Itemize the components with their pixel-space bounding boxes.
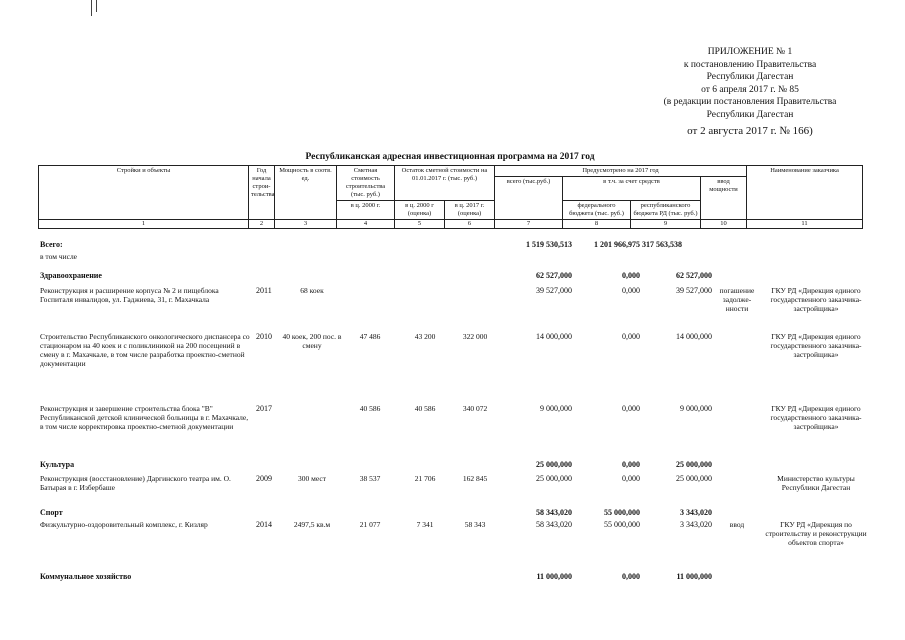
document-title: Республиканская адресная инвестиционная программа на 2017 год xyxy=(305,152,595,162)
object-name: Физкультурно-оздоровительный комплекс, г. Кизляр xyxy=(40,520,208,529)
object-year: 2010 xyxy=(256,332,272,341)
object-total: 39 527,000 xyxy=(536,286,572,295)
section-republic: 25 000,000 xyxy=(676,460,712,469)
totals-total: 1 519 530,513 xyxy=(526,240,572,249)
object-rem-2017: 322 000 xyxy=(462,332,488,341)
object-customer: ГКУ РД «Дирекция единого государственного заказчика-застройщика» xyxy=(770,404,862,431)
section-federal: 0,000 xyxy=(622,460,640,469)
section-republic: 3 343,020 xyxy=(680,508,712,517)
header-total: всего (тыс.руб.) xyxy=(495,177,563,220)
section-label: Спорт xyxy=(40,508,63,517)
section-label: Коммунальное хозяйство xyxy=(40,572,132,581)
totals-republic: 317 563,538 xyxy=(642,240,682,249)
object-republic: 3 343,020 xyxy=(680,520,712,529)
section-republic: 11 000,000 xyxy=(676,572,712,581)
object-republic: 25 000,000 xyxy=(676,474,712,483)
object-federal: 0,000 xyxy=(622,286,640,295)
totals-label: Всего: xyxy=(40,240,63,249)
header-cost: Сметная стоимость строительства (тыс. руб.) xyxy=(337,166,395,201)
object-power: 300 мест xyxy=(298,474,326,483)
section-total: 58 343,020 xyxy=(536,508,572,517)
object-federal: 0,000 xyxy=(622,332,640,341)
column-number: 11 xyxy=(747,220,863,229)
column-number: 10 xyxy=(701,220,747,229)
column-number: 4 xyxy=(337,220,395,229)
object-total: 58 343,020 xyxy=(536,520,572,529)
object-republic: 39 527,000 xyxy=(676,286,712,295)
column-number: 2 xyxy=(249,220,275,229)
object-year: 2014 xyxy=(256,520,272,529)
annex-line: ПРИЛОЖЕНИЕ № 1 xyxy=(707,47,793,57)
annex-line: от 2 августа 2017 г. № 166) xyxy=(687,124,813,137)
object-rem-2017: 162 845 xyxy=(462,474,488,483)
object-customer: ГКУ РД «Дирекция по строительству и реконструкции объектов спорта» xyxy=(765,520,867,547)
section-label: Культура xyxy=(40,460,75,469)
column-number: 8 xyxy=(563,220,631,229)
object-power: 68 коек xyxy=(300,286,324,295)
object-customer: Министерство культуры Республики Дагестан xyxy=(777,474,855,492)
totals-federal: 1 201 966,975 xyxy=(594,240,640,249)
object-name: Реконструкция (восстановление) Даргинского театра им. О. Батырая в г. Избербаше xyxy=(40,474,231,492)
object-republic: 9 000,000 xyxy=(680,404,712,413)
object-rem-2000: 43 200 xyxy=(414,332,436,341)
object-power: 2497,5 кв.м xyxy=(293,520,331,529)
object-total: 25 000,000 xyxy=(536,474,572,483)
object-rem-2000: 7 341 xyxy=(416,520,434,529)
section-total: 11 000,000 xyxy=(536,572,572,581)
scan-mark xyxy=(96,0,97,12)
object-federal: 0,000 xyxy=(622,404,640,413)
column-number: 5 xyxy=(395,220,445,229)
object-customer: ГКУ РД «Дирекция единого государственного заказчика-застройщика» xyxy=(770,332,862,359)
object-rem-2000: 40 586 xyxy=(414,404,436,413)
object-federal: 0,000 xyxy=(622,474,640,483)
object-year: 2011 xyxy=(256,286,272,295)
header-rem-2017: в ц. 2017 г. (оценка) xyxy=(445,201,495,220)
object-rem-2017: 58 343 xyxy=(464,520,486,529)
object-cost: 21 077 xyxy=(359,520,381,529)
object-rem-2000: 21 706 xyxy=(414,474,436,483)
annex-line: от 6 апреля 2017 г. № 85 xyxy=(701,84,799,95)
section-federal: 55 000,000 xyxy=(604,508,640,517)
header-cost-prices: в ц. 2000 г. xyxy=(337,201,395,220)
object-rem-2017: 340 072 xyxy=(462,404,488,413)
object-name: Реконструкция и завершение строительства блока "В" Республиканской детской клинической больницы в г. Махачкале, в том числе корректировка проектно-сметной документации xyxy=(40,404,249,431)
annex-line: (в редакции постановления Правительства xyxy=(663,97,837,108)
header-customer: Наименование заказчика xyxy=(747,166,863,220)
header-objects: Стройки и объекты xyxy=(39,166,249,220)
annex-line: Республики Дагестан xyxy=(706,72,794,83)
object-intro: погашение задолже-нности xyxy=(719,286,755,313)
object-cost: 47 486 xyxy=(359,332,381,341)
header-remaining: Остаток сметной стоимости на 01.01.2017 г. (тыс. руб.) xyxy=(395,166,495,201)
column-number: 7 xyxy=(495,220,563,229)
column-number: 6 xyxy=(445,220,495,229)
object-year: 2017 xyxy=(256,404,272,413)
object-intro: ввод xyxy=(729,520,745,529)
header-federal: федерального бюджета (тыс. руб.) xyxy=(563,201,631,220)
column-number: 1 xyxy=(39,220,249,229)
column-number: 3 xyxy=(275,220,337,229)
header-provided: Предусмотрено на 2017 год xyxy=(495,166,747,177)
annex-line: к постановлению Правительства xyxy=(683,59,817,70)
section-total: 62 527,000 xyxy=(536,271,572,280)
header-rem-2000: в ц. 2000 г (оценка) xyxy=(395,201,445,220)
object-name: Строительство Республиканского онкологического диспансера со стационаром на 40 коек и с поликлиникой на 200 посещений в смену в г. Махачкале, в том числе разработка проектно-сметной документации xyxy=(40,332,250,368)
column-number: 9 xyxy=(631,220,701,229)
header-power: Мощность в соотв. ед. xyxy=(275,166,337,220)
object-republic: 14 000,000 xyxy=(676,332,712,341)
header-including: в т.ч. за счет средств xyxy=(563,177,701,201)
header-republic: республиканского бюджета РД (тыс. руб.) xyxy=(631,201,701,220)
annex-block xyxy=(600,46,900,137)
object-power: 40 коек, 200 пос. в смену xyxy=(282,332,342,350)
table-header xyxy=(38,165,863,229)
section-total: 25 000,000 xyxy=(536,460,572,469)
section-federal: 0,000 xyxy=(622,572,640,581)
object-total: 9 000,000 xyxy=(540,404,572,413)
object-federal: 55 000,000 xyxy=(604,520,640,529)
header-intro: ввод мощности xyxy=(701,177,747,220)
object-customer: ГКУ РД «Дирекция единого государственного заказчика-застройщика» xyxy=(770,286,862,313)
object-year: 2009 xyxy=(256,474,272,483)
object-total: 14 000,000 xyxy=(536,332,572,341)
scan-mark xyxy=(91,0,92,16)
object-cost: 38 537 xyxy=(359,474,381,483)
section-label: Здравоохранение xyxy=(40,271,102,280)
section-federal: 0,000 xyxy=(622,271,640,280)
object-name: Реконструкция и расширение корпуса № 2 и пищеблока Госпиталя инвалидов, ул. Гаджиева, 31, г. Махачкала xyxy=(40,286,219,304)
annex-line: Республики Дагестан xyxy=(706,109,794,120)
section-republic: 62 527,000 xyxy=(676,271,712,280)
totals-sublabel: в том числе xyxy=(40,252,78,261)
header-year: Год начала строи-тельства xyxy=(249,166,275,220)
object-cost: 40 586 xyxy=(359,404,381,413)
